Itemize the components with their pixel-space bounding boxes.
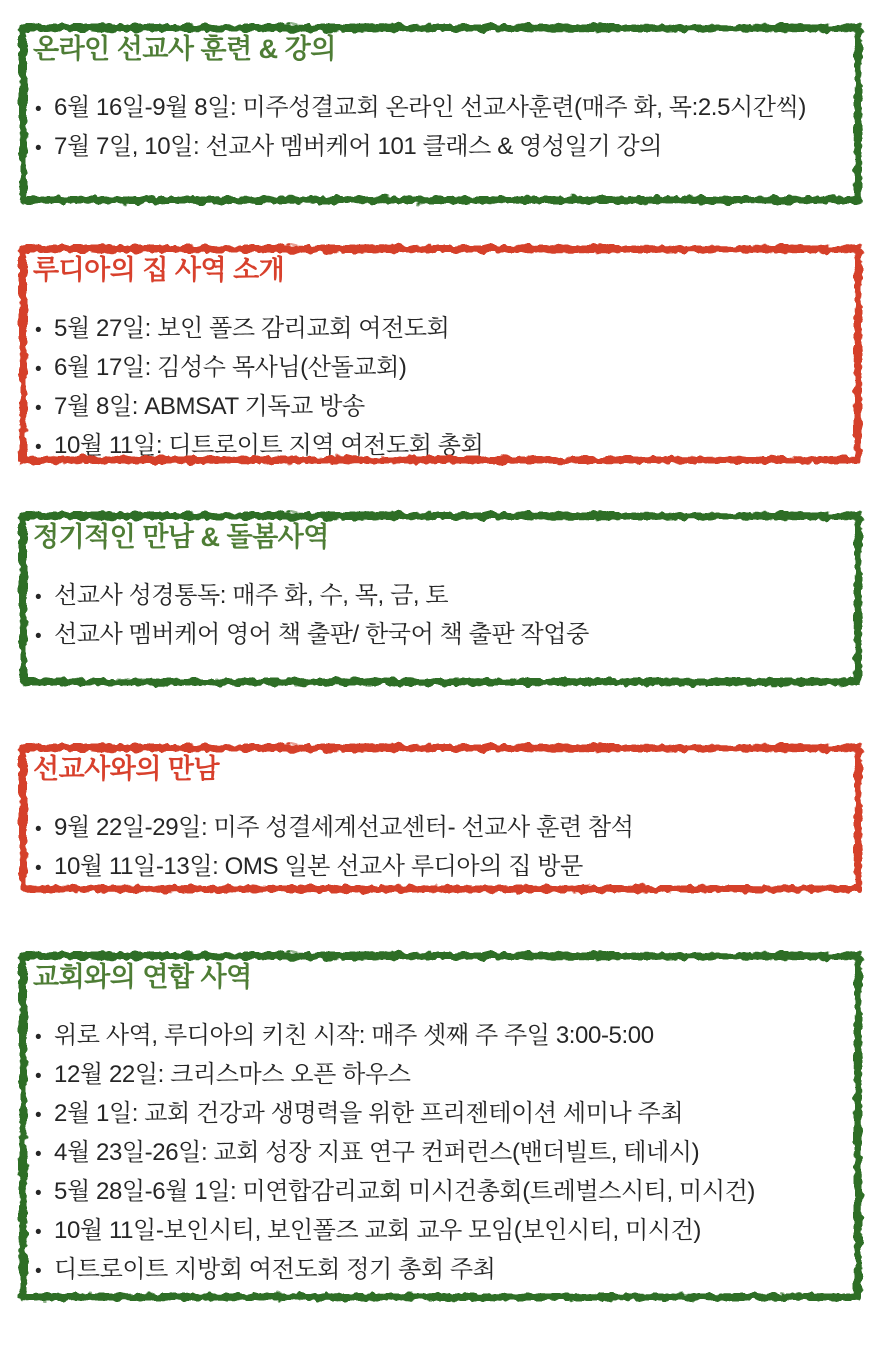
list-item-text: 7월 8일: ABMSAT 기독교 방송 bbox=[54, 393, 365, 420]
section-online-missionary-training bbox=[15, 20, 866, 208]
section-regular-meetings-care-ministry bbox=[15, 508, 866, 690]
schedule-list-item bbox=[35, 1017, 842, 1056]
schedule-list-item bbox=[35, 89, 842, 128]
schedule-list-item bbox=[35, 349, 842, 388]
section-item-list bbox=[33, 89, 842, 167]
list-item-text: 6월 16일-9월 8일: 미주성결교회 온라인 선교사훈련(매주 화, 목:2.5시간씩) bbox=[54, 94, 806, 121]
bullet-icon: • bbox=[35, 437, 42, 458]
bullet-icon: • bbox=[35, 99, 42, 120]
bullet-icon: • bbox=[35, 359, 42, 380]
list-item-text: 선교사 멤버케어 영어 책 출판/ 한국어 책 출판 작업중 bbox=[54, 621, 589, 648]
section-lydia-house-ministry-intro bbox=[15, 241, 866, 468]
list-item-text: 6월 17일: 김성수 목사님(산돌교회) bbox=[54, 354, 407, 381]
bullet-icon: • bbox=[35, 320, 42, 341]
bullet-icon: • bbox=[35, 1066, 42, 1087]
bullet-icon: • bbox=[35, 398, 42, 419]
list-item-text: 4월 23일-26일: 교회 성장 지표 연구 컨퍼런스(밴더빌트, 테네시) bbox=[54, 1139, 700, 1166]
bullet-icon: • bbox=[35, 138, 42, 159]
section-title: 정기적인 만남 & 돌봄사역 bbox=[33, 522, 329, 552]
schedule-list-item bbox=[35, 616, 842, 655]
bullet-icon: • bbox=[35, 1027, 42, 1048]
ministry-schedule-document bbox=[0, 20, 882, 1305]
section-title: 교회와의 연합 사역 bbox=[33, 962, 252, 992]
list-item-text: 5월 28일-6월 1일: 미연합감리교회 미시건총회(트레벌스시티, 미시건) bbox=[54, 1178, 755, 1205]
schedule-list-item bbox=[35, 1212, 842, 1251]
section-item-list bbox=[33, 1017, 842, 1290]
bullet-icon: • bbox=[35, 858, 42, 879]
schedule-list-item bbox=[35, 1095, 842, 1134]
section-united-ministry-with-churches bbox=[15, 948, 866, 1305]
bullet-icon: • bbox=[35, 1222, 42, 1243]
list-item-text: 10월 11일-보인시티, 보인폴즈 교회 교우 모임(보인시티, 미시건) bbox=[54, 1217, 701, 1244]
schedule-list-item bbox=[35, 577, 842, 616]
section-meetings-with-missionaries bbox=[15, 740, 866, 897]
list-item-text: 2월 1일: 교회 건강과 생명력을 위한 프리젠테이션 세미나 주최 bbox=[54, 1100, 684, 1127]
list-item-text: 7월 7일, 10일: 선교사 멤버케어 101 클래스 & 영성일기 강의 bbox=[54, 133, 663, 160]
schedule-list-item bbox=[35, 809, 842, 848]
section-title: 선교사와의 만남 bbox=[33, 754, 220, 784]
schedule-list-item bbox=[35, 1251, 842, 1290]
list-item-text: 디트로이트 지방회 여전도회 정기 총회 주최 bbox=[54, 1256, 496, 1283]
schedule-list-item bbox=[35, 1173, 842, 1212]
bullet-icon: • bbox=[35, 819, 42, 840]
list-item-text: 위로 사역, 루디아의 키친 시작: 매주 셋째 주 주일 3:00-5:00 bbox=[54, 1022, 654, 1049]
list-item-text: 선교사 성경통독: 매주 화, 수, 목, 금, 토 bbox=[54, 582, 449, 609]
bullet-icon: • bbox=[35, 587, 42, 608]
section-item-list bbox=[33, 809, 842, 887]
schedule-list-item bbox=[35, 1134, 842, 1173]
schedule-list-item bbox=[35, 310, 842, 349]
bullet-icon: • bbox=[35, 1183, 42, 1204]
section-title: 루디아의 집 사역 소개 bbox=[33, 255, 285, 285]
schedule-list-item bbox=[35, 1056, 842, 1095]
bullet-icon: • bbox=[35, 1144, 42, 1165]
list-item-text: 10월 11일: 디트로이트 지역 여전도회 총회 bbox=[54, 432, 484, 459]
list-item-text: 12월 22일: 크리스마스 오픈 하우스 bbox=[54, 1061, 411, 1088]
list-item-text: 5월 27일: 보인 폴즈 감리교회 여전도회 bbox=[54, 315, 450, 342]
section-title: 온라인 선교사 훈련 & 강의 bbox=[33, 34, 336, 64]
schedule-list-item bbox=[35, 427, 842, 466]
section-item-list bbox=[33, 577, 842, 655]
section-item-list bbox=[33, 310, 842, 466]
schedule-list-item bbox=[35, 388, 842, 427]
schedule-list-item bbox=[35, 848, 842, 887]
bullet-icon: • bbox=[35, 626, 42, 647]
list-item-text: 9월 22일-29일: 미주 성결세계선교센터- 선교사 훈련 참석 bbox=[54, 814, 634, 841]
list-item-text: 10월 11일-13일: OMS 일본 선교사 루디아의 집 방문 bbox=[54, 853, 583, 880]
bullet-icon: • bbox=[35, 1105, 42, 1126]
bullet-icon: • bbox=[35, 1261, 42, 1282]
schedule-list-item bbox=[35, 128, 842, 167]
